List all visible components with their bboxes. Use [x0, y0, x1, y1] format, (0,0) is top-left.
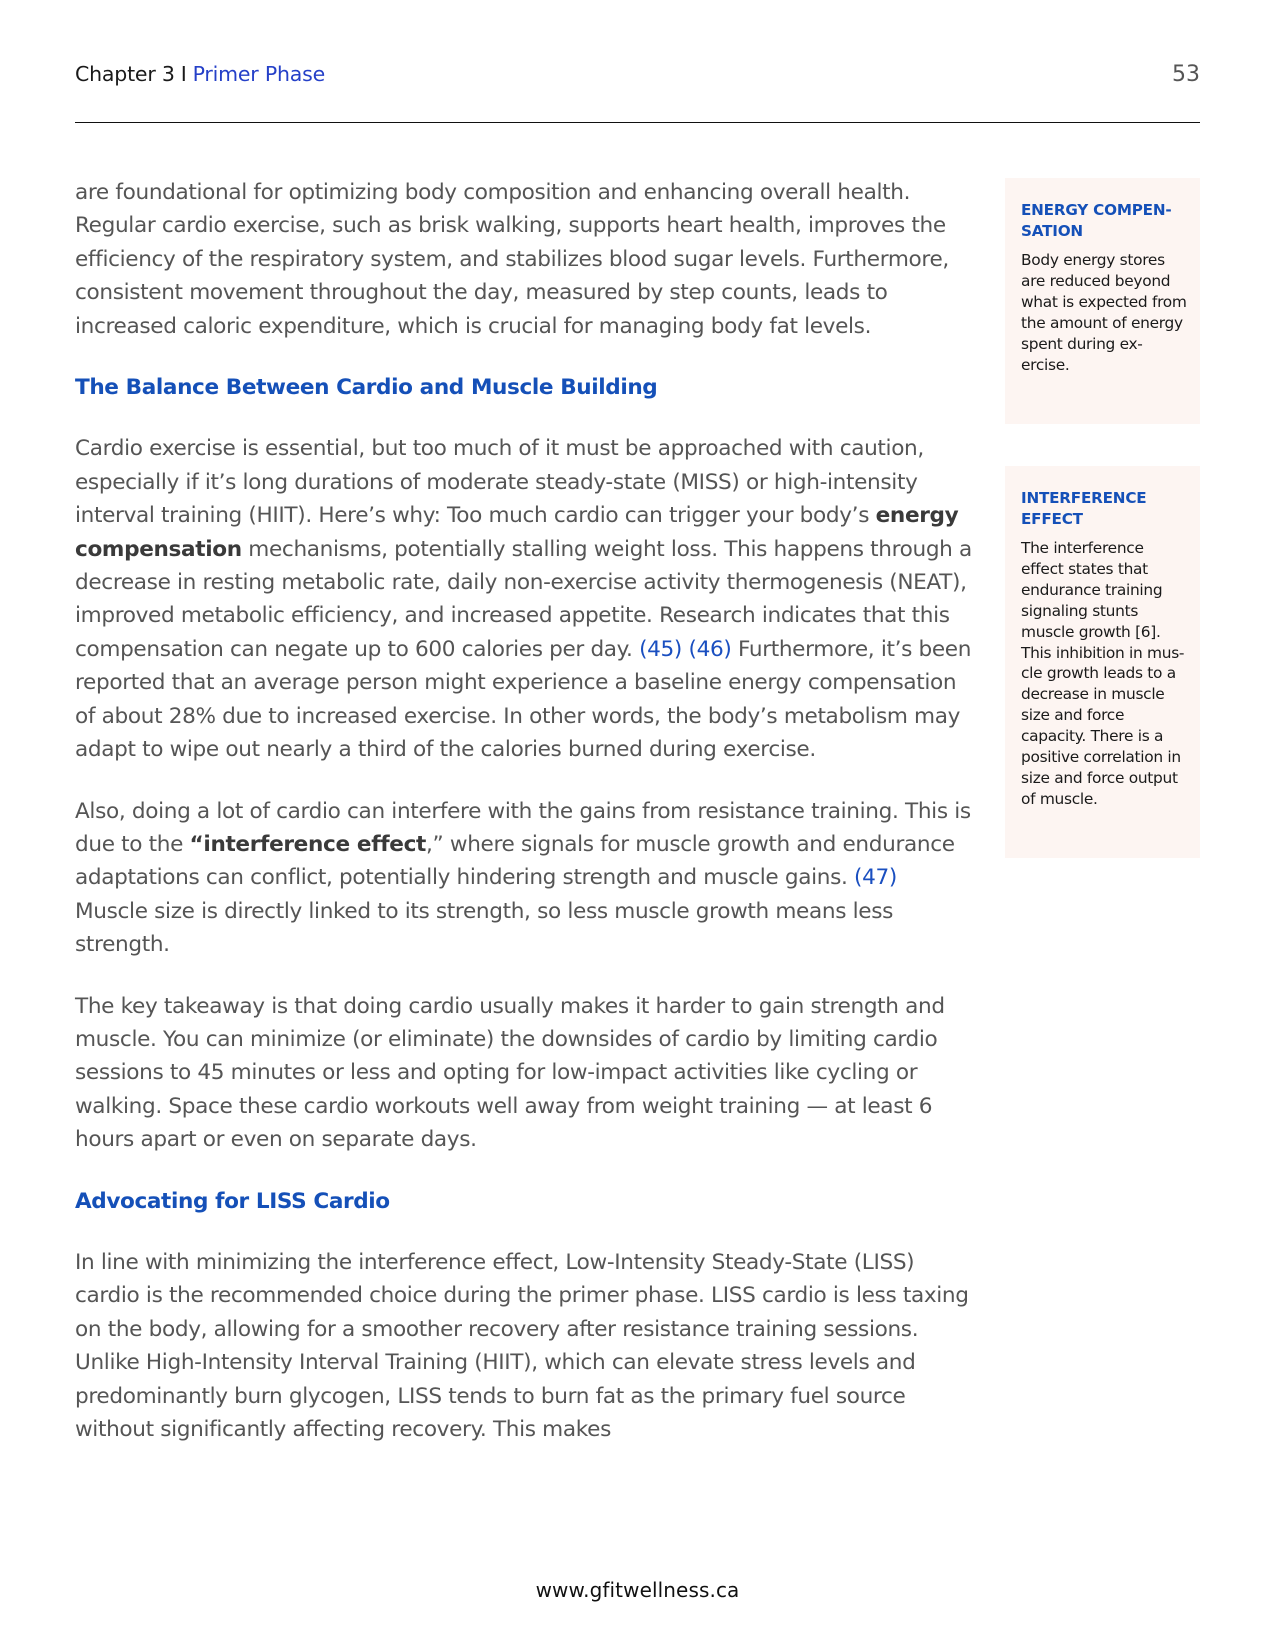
bold-term: energy compensation [75, 503, 959, 562]
sidebar-note-title: ENERGY COMPEN-SATION [1021, 201, 1172, 240]
text-run: Cardio exercise is essential, but too much of it must be approached with caution, especially if it’s long durations of moderate steady-state (MISS) or high-intensity interval training (HIIT). Here’s why: Too much cardio can trigger your body’s [75, 436, 924, 529]
citation-link[interactable]: (45) [639, 636, 682, 662]
chapter-label: Chapter 3 [75, 62, 175, 86]
main-body [75, 176, 975, 1474]
paragraph [75, 795, 975, 962]
sidebar-note-body: Body energy stores are reduced beyond what is expected from the amount of energy spent during ex-ercise. [1021, 251, 1187, 374]
sidebar-note-interference-effect [1005, 466, 1200, 858]
section-heading: Advocating for LISS Cardio [75, 1188, 390, 1214]
section-heading: The Balance Between Cardio and Muscle Building [75, 375, 658, 401]
chapter-breadcrumb [75, 62, 325, 86]
text-run: Furthermore, it’s been reported that an average person might experience a baseline energy compensation of about 28% due to increased exercise. In other words, the body’s metabolism may adapt to wipe out nearly a third of the calories burned during exercise. [75, 636, 972, 763]
sidebar-note-energy-compensation [1005, 178, 1200, 424]
paragraph: The key takeaway is that doing cardio usually makes it harder to gain strength and muscle. You can minimize (or eliminate) the downsides of cardio by limiting cardio sessions to 45 minutes or less and opting for low-impact activities like cycling or walking. Space these cardio workouts well away from weight training — at least 6 hours apart or even on separate days. [75, 993, 945, 1153]
page-number: 53 [1172, 62, 1200, 87]
sidebar-note-title: INTERFERENCE EFFECT [1021, 489, 1147, 528]
citation-link[interactable]: (47) [854, 865, 897, 891]
paragraph: are foundational for optimizing body composition and enhancing overall health. Regular cardio exercise, such as brisk walking, supports heart health, improves the efficiency of the respiratory system, and stabilizes blood sugar levels. Furthermore, consistent movement throughout the day, measured by step counts, leads to increased caloric expenditure, which is crucial for managing body fat levels. [75, 180, 949, 339]
citation-link[interactable]: (46) [688, 636, 732, 662]
paragraph: In line with minimizing the interference effect, Low-Intensity Steady-State (LISS) cardio is the recommended choice during the primer phase. LISS cardio is less taxing on the body, allowing for a smoother recovery after resistance training sessions. Unlike High-Intensity Interval Training (HIIT), which can elevate stress levels and predominantly burn glycogen, LISS tends to burn fat as the primary fuel source without significantly affecting recovery. This makes [75, 1249, 969, 1442]
running-header [75, 62, 1200, 92]
sidebar-note-body: The interference effect states that endurance training signaling stunts muscle growth [6]. This inhibition in mus-cle growth leads to a decrease in muscle size and force capacity. There is a positive correlation in size and force output of muscle. [1021, 539, 1185, 808]
text-run: ,” where signals for muscle growth and endurance adaptations can conflict, potentially hindering strength and muscle gains. [75, 831, 955, 891]
section-title: Primer Phase [192, 62, 326, 86]
footer-website: www.gfitwellness.ca [535, 1578, 740, 1602]
text-run: Also, doing a lot of cardio can interfere with the gains from resistance training. This is due to the [75, 798, 971, 857]
breadcrumb-separator: I [180, 62, 187, 86]
bold-term: “interference effect [189, 831, 427, 857]
paragraph [75, 432, 975, 766]
text-run: mechanisms, potentially stalling weight loss. This happens through a decrease in resting metabolic rate, daily non-exercise activity thermogenesis (NEAT), improved metabolic efficiency, and increased appetite. Research indicates that this compensation can negate up to 600 calories per day. [75, 536, 972, 662]
header-divider [75, 122, 1200, 123]
text-run: Muscle size is directly linked to its strength, so less muscle growth means less strength. [75, 898, 893, 958]
